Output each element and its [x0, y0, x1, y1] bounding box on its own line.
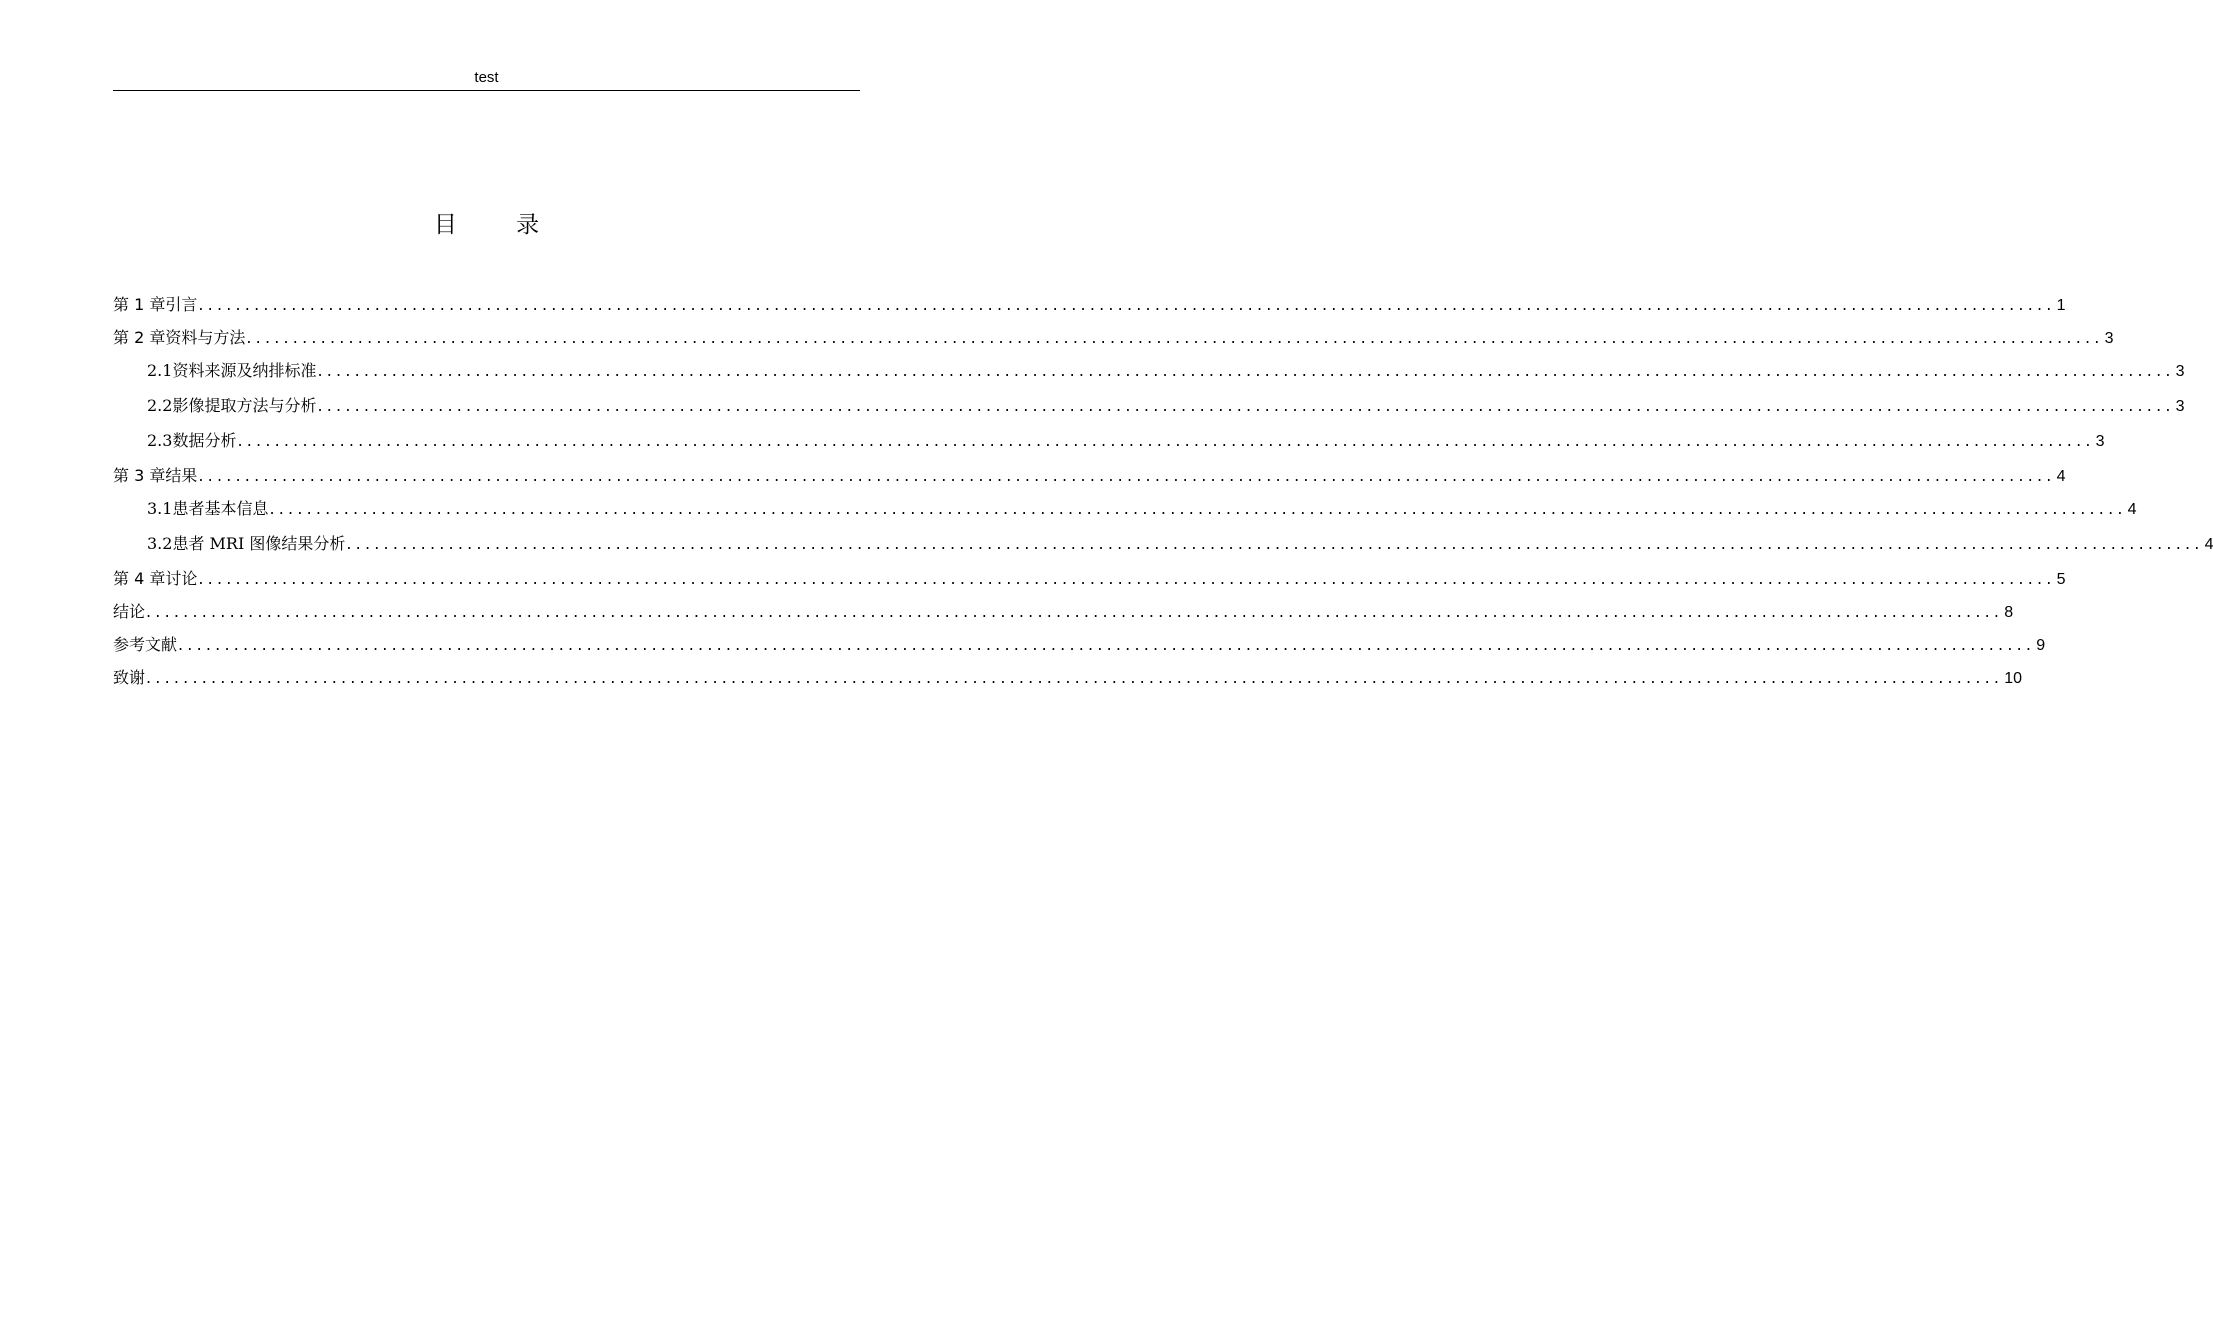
toc-entry-page: 3 — [2104, 330, 2114, 347]
toc-entry-number: 3.1 — [147, 499, 173, 518]
toc-entry-number: 2.2 — [147, 396, 173, 415]
toc-entry-number: 第 1 章 — [113, 295, 166, 314]
toc-entry-number: 3.2 — [147, 534, 173, 553]
toc-entry-label: 结果 — [165, 466, 198, 485]
toc-leader-dots: ........................................................................................................................................................................................................ — [146, 668, 2004, 687]
toc-leader-dots: ........................................................................................................................................................................................................ — [146, 602, 2004, 621]
toc-entry[interactable] — [113, 325, 2114, 358]
toc-entry[interactable] — [113, 463, 2066, 496]
toc-entry[interactable] — [113, 632, 2046, 665]
toc-entry-label: 患者基本信息 — [172, 499, 269, 518]
toc-entry[interactable] — [113, 531, 2213, 566]
toc-entry[interactable] — [113, 496, 2137, 531]
toc-entry[interactable] — [113, 292, 2066, 325]
toc-entry-number: 2.3 — [147, 431, 173, 450]
toc-leader-dots: ........................................................................................................................................................................................................ — [346, 534, 2204, 553]
toc-leader-dots: ........................................................................................................................................................................................................ — [317, 361, 2175, 380]
toc-entry-number: 2.1 — [147, 361, 173, 380]
toc-entry-label: 患者 MRI 图像结果分析 — [172, 534, 346, 553]
toc-entry-page: 4 — [2204, 536, 2213, 553]
toc-entry-label: 资料与方法 — [165, 328, 246, 347]
toc-entry-page: 8 — [2004, 604, 2014, 621]
toc-entry[interactable] — [113, 665, 2022, 698]
toc-entry[interactable] — [113, 428, 2105, 463]
header-rule — [113, 90, 860, 91]
page-header: test — [474, 69, 499, 86]
toc-leader-dots: ........................................................................................................................................................................................................ — [269, 499, 2127, 518]
toc-entry-page: 3 — [2175, 363, 2185, 380]
toc-entry-label: 参考文献 — [113, 635, 178, 654]
toc-entry-label: 资料来源及纳排标准 — [172, 361, 317, 380]
toc-leader-dots: ........................................................................................................................................................................................................ — [246, 328, 2104, 347]
toc-leader-dots: ........................................................................................................................................................................................................ — [237, 431, 2095, 450]
toc-title: 目 录 — [433, 212, 566, 238]
toc-entry-page: 4 — [2056, 468, 2066, 485]
toc-entry-page: 3 — [2175, 398, 2185, 415]
toc-entry-label: 数据分析 — [172, 431, 237, 450]
toc-entry[interactable] — [113, 393, 2185, 428]
toc-entry[interactable] — [113, 358, 2185, 393]
toc-entry-number: 第 2 章 — [113, 328, 166, 347]
toc-entry-label: 结论 — [113, 602, 146, 621]
toc-entry-label: 讨论 — [165, 569, 198, 588]
toc-entry-page: 4 — [2127, 501, 2137, 518]
toc-entry-page: 10 — [2004, 670, 2022, 687]
toc-leader-dots: ........................................................................................................................................................................................................ — [198, 295, 2056, 314]
toc-entry-label: 影像提取方法与分析 — [172, 396, 317, 415]
toc-entry-page: 1 — [2056, 297, 2066, 314]
toc-entry-page: 5 — [2056, 571, 2066, 588]
toc-leader-dots: ........................................................................................................................................................................................................ — [198, 569, 2056, 588]
toc-entry-page: 3 — [2095, 433, 2105, 450]
toc-leader-dots: ........................................................................................................................................................................................................ — [317, 396, 2175, 415]
table-of-contents — [113, 292, 2213, 698]
toc-entry[interactable] — [113, 566, 2066, 599]
toc-entry-label: 致谢 — [113, 668, 146, 687]
toc-leader-dots: ........................................................................................................................................................................................................ — [178, 635, 2036, 654]
toc-leader-dots: ........................................................................................................................................................................................................ — [198, 466, 2056, 485]
toc-entry-number: 第 3 章 — [113, 466, 166, 485]
toc-entry-page: 9 — [2036, 637, 2046, 654]
toc-entry-label: 引言 — [165, 295, 198, 314]
toc-entry[interactable] — [113, 599, 2014, 632]
toc-entry-number: 第 4 章 — [113, 569, 166, 588]
